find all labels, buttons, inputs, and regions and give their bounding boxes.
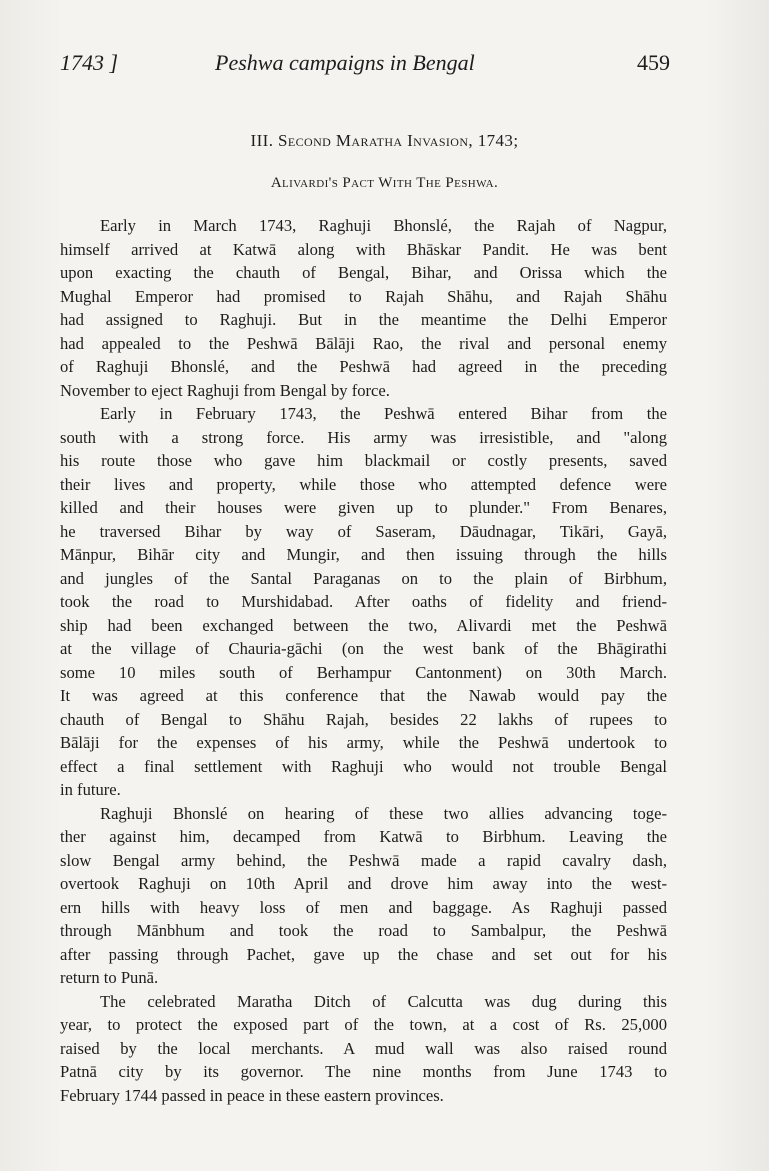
text-line: took the road to Murshidabad. After oaths of fidelity and friend- <box>60 592 667 611</box>
text-line: at the village of Chauria-gāchi (on the west bank of the Bhāgirathi <box>60 639 667 658</box>
text-line: return to Punā. <box>60 968 159 987</box>
text-line: ern hills with heavy loss of men and baggage. As Raghuji passed <box>60 897 667 917</box>
text-line: year, to protect the exposed part of the town, at a cost of Rs. 25,000 <box>60 1015 667 1034</box>
body-text <box>60 214 667 1107</box>
running-head <box>60 50 670 80</box>
text-line: raised by the local merchants. A mud wall was also raised round <box>60 1038 667 1058</box>
text-line: of Raghuji Bhonslé, and the Peshwā had agreed in the preceding <box>60 357 667 376</box>
text-line: Early in March 1743, Raghuji Bhonslé, the Rajah of Nagpur, <box>100 216 667 235</box>
text-line: Early in February 1743, the Peshwā entered Bihar from the <box>100 404 667 423</box>
paragraph <box>60 990 667 1108</box>
running-head-title: Peshwa campaigns in Bengal <box>215 50 475 75</box>
text-line: he traversed Bihar by way of Saseram, Dāudnagar, Tikāri, Gayā, <box>60 521 667 541</box>
text-line: himself arrived at Katwā along with Bhāskar Pandit. He was bent <box>60 239 667 259</box>
text-line: slow Bengal army behind, the Peshwā made a rapid cavalry dash, <box>60 850 667 870</box>
text-line: overtook Raghuji on 10th April and drove him away into the west- <box>60 874 667 893</box>
text-line: Bālāji for the expenses of his army, while the Peshwā undertook to <box>60 733 667 752</box>
text-line: chauth of Bengal to Shāhu Rajah, besides 22 lakhs of rupees to <box>60 709 667 729</box>
text-line: upon exacting the chauth of Bengal, Bihar, and Orissa which the <box>60 263 667 282</box>
paragraph <box>60 402 667 802</box>
text-line: November to eject Raghuji from Bengal by force. <box>60 380 390 400</box>
text-line: ther against him, decamped from Katwā to Birbhum. Leaving the <box>60 827 667 846</box>
page-number: 459 <box>637 50 670 75</box>
text-line: after passing through Pachet, gave up the chase and set out for his <box>60 944 667 964</box>
section-title: III. Second Maratha Invasion, 1743; <box>250 131 519 150</box>
text-line: ship had been exchanged between the two, Alivardi met the Peshwā <box>60 615 667 635</box>
text-line: killed and their houses were given up to plunder." From Benares, <box>60 498 667 517</box>
text-line: Raghuji Bhonslé on hearing of these two allies advancing toge- <box>100 803 667 823</box>
text-line: Mughal Emperor had promised to Rajah Shāhu, and Rajah Shāhu <box>60 286 667 306</box>
text-line: The celebrated Maratha Ditch of Calcutta was dug during this <box>100 991 667 1011</box>
text-line: through Mānbhum and took the road to Sambalpur, the Peshwā <box>60 921 667 940</box>
text-line: some 10 miles south of Berhampur Cantonment) on 30th March. <box>60 662 667 682</box>
text-line: Patnā city by its governor. The nine months from June 1743 to <box>60 1062 667 1081</box>
text-line: in future. <box>60 780 121 799</box>
text-line: effect a final settlement with Raghuji who would not trouble Bengal <box>60 756 667 776</box>
paragraph <box>60 214 667 402</box>
paragraph <box>60 802 667 990</box>
running-head-year: 1743 ] <box>60 50 119 75</box>
text-line: February 1744 passed in peace in these eastern provinces. <box>60 1085 444 1105</box>
text-line: south with a strong force. His army was irresistible, and "along <box>60 427 667 447</box>
text-line: had appealed to the Peshwā Bālāji Rao, the rival and personal enemy <box>60 333 667 353</box>
text-line: It was agreed at this conference that the Nawab would pay the <box>60 686 667 705</box>
text-line: and jungles of the Santal Paraganas on to the plain of Birbhum, <box>60 568 667 588</box>
text-line: had assigned to Raghuji. But in the meantime the Delhi Emperor <box>60 310 667 329</box>
text-line: his route those who gave him blackmail or costly presents, saved <box>60 451 667 470</box>
section-subtitle: Alivardi's Pact With The Peshwa. <box>270 175 499 191</box>
text-line: Mānpur, Bihār city and Mungir, and then issuing through the hills <box>60 545 667 564</box>
text-line: their lives and property, while those who attempted defence were <box>60 474 667 494</box>
